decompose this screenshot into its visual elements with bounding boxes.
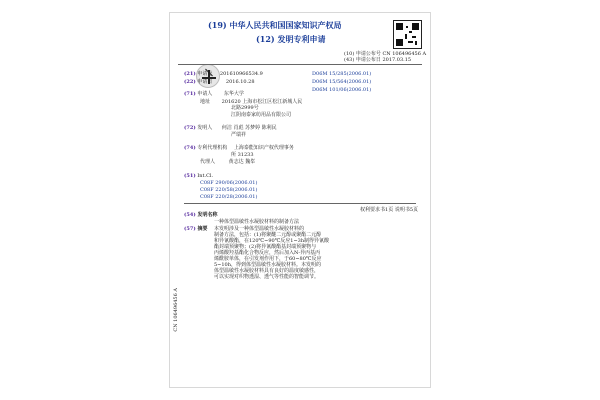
int-cl-3: C08F 220/28(2006.01)	[200, 194, 258, 200]
invention-title-header: (54) 发明名称	[184, 212, 218, 218]
logo-area	[180, 41, 210, 71]
inventors-row: (72) 发明人 何洁 肖彪 苏梦婷 陈利民	[184, 125, 277, 131]
agent-row: (74) 专利代理机构 上海泰能知识产权代理事务	[184, 145, 294, 151]
invention-title: 一种体型温敏性水凝胶材料的制备方法	[214, 219, 300, 225]
int-cl-1: C08F 290/06(2006.01)	[200, 180, 258, 186]
publication-info: (10) 申请公布号 CN 106496456 A (43) 申请公布日 2017.03.15	[344, 51, 427, 63]
patent-document-page	[169, 12, 431, 388]
representative-row: 代理人 黄志达 魏峯	[200, 159, 256, 165]
int-cl-header: (51) Int.Cl.	[184, 173, 214, 179]
second-applicant: 江阴南泰家纺用品有限公司	[231, 112, 292, 118]
filing-date-row: (22) 申请日 2016.10.28	[184, 79, 255, 85]
abstract-header: (57) 摘要	[184, 226, 208, 232]
doc-type: 发明专利申请	[277, 34, 326, 44]
application-number-row: (21) 申请号 201610966534.9	[184, 71, 263, 77]
header-divider	[178, 64, 422, 65]
abstract-text: 本发明涉及一种体型温敏性水凝胶材料的 制备方法，包括：(1)将聚醚二元醇或聚酯二元醇 和异氰酸酯，在120℃~90℃反应1~3h制得异氰酸 酯封端预聚物；(2)将异氰酸酯基封端预聚物与 丙烯酸羟基酯化合物反应，然后加入N-异丙基丙 烯酰胺单体，在引发剂作用下，于60~80℃反应 5~10h，得到体型温敏性水凝胶材料。本发明的 体型温敏性水凝胶材料具有良好的温度敏感性， 可以实现对织物透湿、透气等性能的智能调节。	[214, 226, 330, 280]
int-cl-2: C08F 220/58(2006.01)	[200, 187, 258, 193]
inventors-line-2: 严瑞祥	[231, 132, 247, 138]
country-code: (19)	[208, 20, 227, 30]
qr-code-icon	[393, 20, 422, 49]
right-classification-3: D06M 101/06(2006.01)	[312, 87, 372, 93]
address-line-2: 北路2999号	[231, 105, 259, 111]
pages-note: 权利要求书1页 说明书5页	[360, 207, 418, 213]
agent-line-2: 所 31233	[231, 152, 254, 158]
right-classification-2: D06M 15/564(2006.01)	[312, 79, 372, 85]
body-divider	[184, 203, 416, 204]
doc-type-code: (12)	[256, 34, 275, 44]
patent-office-header	[208, 20, 342, 30]
right-classification-1: D06M 15/285(2006.01)	[312, 71, 372, 77]
address-row: 地址 201620 上海市松江区松江新城人民	[200, 99, 303, 105]
side-publication-number: CN 106496456 A	[173, 288, 179, 332]
applicant-row: (71) 申请人 东华大学	[184, 91, 244, 97]
document-type-header	[256, 34, 326, 44]
office-name: 中华人民共和国国家知识产权局	[229, 20, 342, 30]
